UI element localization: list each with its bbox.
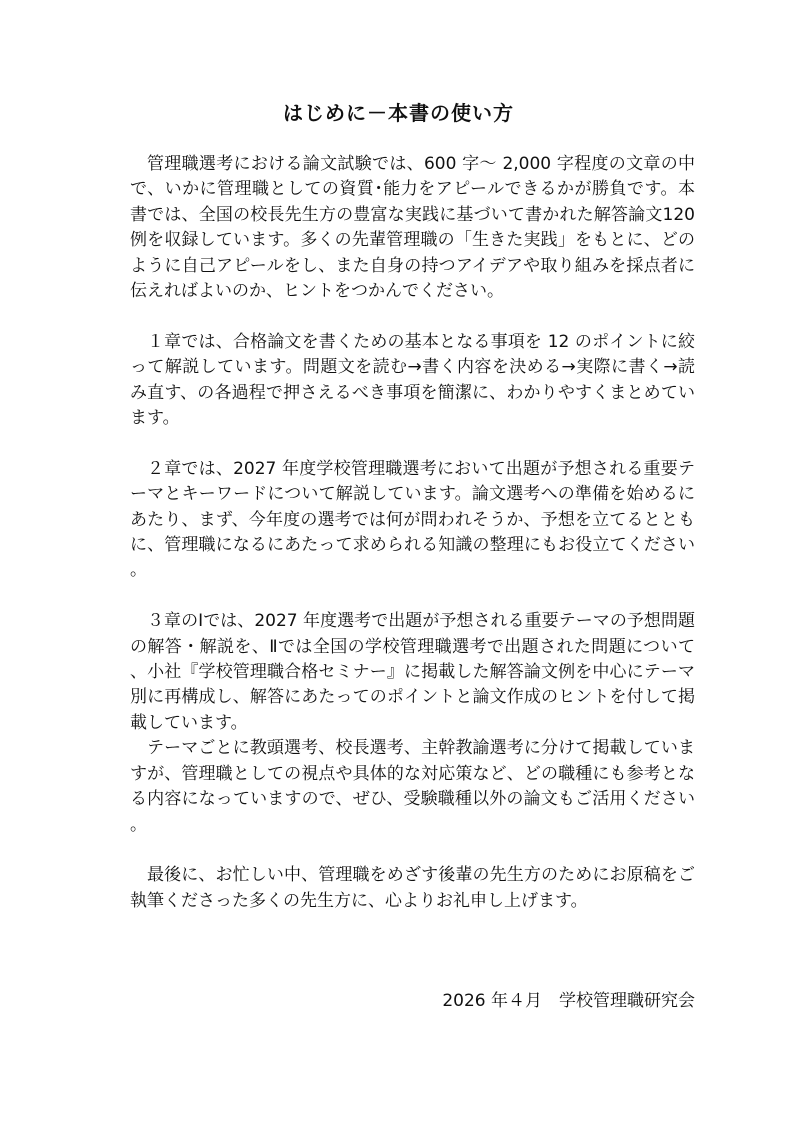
signature-date: 2026 年４月 xyxy=(442,991,542,1011)
body-text xyxy=(130,152,695,914)
paragraph-closing: 最後に、お忙しい中、管理職をめざす後輩の先生方のためにお原稿をご執筆くださった多くの先生方に、心よりお礼申し上げます。 xyxy=(130,865,695,911)
paragraph-gap xyxy=(130,431,695,456)
paragraph-chapter-3: ３章のⅠでは、2027 年度選考で出題が予想される重要テーマの予想問題の解答・解説を、Ⅱでは全国の学校管理職選考で出題された問題について、小社『学校管理職合格セミナー』に掲載した解答論文例を中心にテーマ別に再構成し、解答にあたってのポイントと論文作成のヒントを付して掲載しています。 xyxy=(130,611,695,733)
paragraph-chapter-2: ２章では、2027 年度学校管理職選考において出題が予想される重要テーマとキーワードについて解説しています。論文選考への準備を始めるにあたり、まず、今年度の選考では何が問われそうか、予想を立てるとともに、管理職になるにあたって求められる知識の整理にもお役立てください。 xyxy=(130,458,695,581)
paragraph-gap xyxy=(130,838,695,863)
page-title: はじめに－本書の使い方 xyxy=(283,101,514,125)
paragraph-gap xyxy=(130,584,695,609)
paragraph-intro: 管理職選考における論文試験では、600 字～ 2,000 字程度の文章の中で、いかに管理職としての資質･能力をアピールできるかが勝負です。本書では、全国の校長先生方の豊富な実践に基づいて書かれた解答論文120 例を収録しています。多くの先輩管理職の「生きた実践」をもとに、どのように自己アピールをし、また自身の持つアイデアや取り組みを採点者に伝えればよいのか、ヒントをつかんでください。 xyxy=(130,154,695,302)
paragraph-chapter-3-themes: テーマごとに教頭選考、校長選考、主幹教諭選考に分けて掲載していますが、管理職としての視点や具体的な対応策など、どの職種にも参考となる内容になっていますので、ぜひ、受験職種以外の論文もご活用ください。 xyxy=(130,738,695,835)
paragraph-chapter-1: １章では、合格論文を書くための基本となる事項を 12 のポイントに絞って解説しています。問題文を読む→書く内容を決める→実際に書く→読み直す、の各過程で押さえるべき事項を簡潔に、わかりやすくまとめています。 xyxy=(130,331,695,429)
signature-organization: 学校管理職研究会 xyxy=(559,991,695,1011)
signature xyxy=(130,989,695,1014)
paragraph-gap xyxy=(130,304,695,329)
